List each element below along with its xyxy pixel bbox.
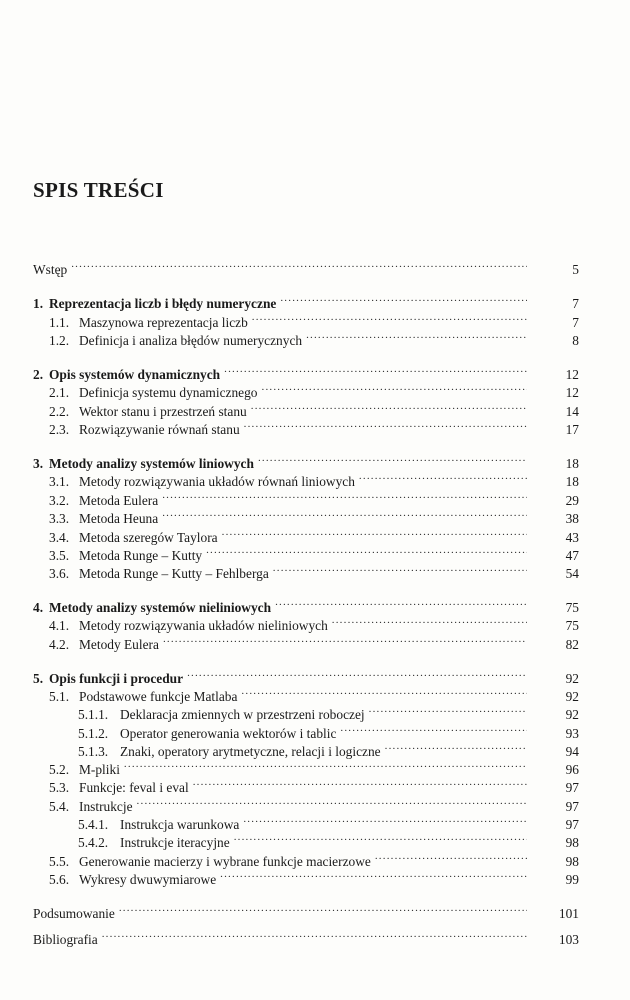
dot-leader xyxy=(187,667,527,683)
toc-entry-page: 12 xyxy=(565,385,579,400)
toc-entry-title: Metoda szeregów Taylora xyxy=(79,530,218,545)
dot-leader xyxy=(137,795,527,811)
toc-entry-page: 7 xyxy=(572,315,579,330)
toc-entry-title: Opis funkcji i procedur xyxy=(49,671,184,686)
toc-entry xyxy=(49,685,579,704)
dot-leader xyxy=(385,740,527,756)
toc-entry-page: 82 xyxy=(565,637,579,652)
toc-entry-title: Opis systemów dynamicznych xyxy=(49,367,221,382)
toc-entry-title: Metoda Heuna xyxy=(79,511,159,526)
toc-entry-number: 5.4. xyxy=(49,799,70,814)
toc-entry xyxy=(49,868,579,887)
toc-entry-title: Maszynowa reprezentacja liczb xyxy=(79,315,248,330)
toc-entry-page: 97 xyxy=(565,799,579,814)
toc-entry-title: Metoda Runge – Kutty – Fehlberga xyxy=(79,566,269,581)
dot-leader xyxy=(243,813,527,829)
toc-entry-title: Metody analizy systemów nieliniowych xyxy=(49,600,272,615)
toc-entry-page: 38 xyxy=(565,511,579,526)
dot-leader xyxy=(193,776,527,792)
dot-leader xyxy=(340,722,527,738)
toc-entry xyxy=(33,596,579,615)
toc-entry-number: 4. xyxy=(33,600,44,615)
toc-entry-number: 3.5. xyxy=(49,548,70,563)
toc-entry-number: 1.1. xyxy=(49,315,70,330)
toc-entry-page: 101 xyxy=(558,906,579,921)
toc-entry-title: Instrukcje iteracyjne xyxy=(120,835,230,850)
toc-entry-page: 54 xyxy=(565,566,579,581)
toc-entry-number: 2.1. xyxy=(49,385,70,400)
toc-entry-title: Wektor stanu i przestrzeń stanu xyxy=(79,404,247,419)
toc-entry-title: Metody Eulera xyxy=(79,637,159,652)
toc-entry-title: Metoda Runge – Kutty xyxy=(79,548,203,563)
dot-leader xyxy=(359,470,527,486)
toc-entry-title: Generowanie macierzy i wybrane funkcje macierzowe xyxy=(79,854,371,869)
toc-entry xyxy=(49,776,579,795)
toc-entry xyxy=(33,258,579,277)
toc-entry-number: 2.2. xyxy=(49,404,70,419)
dot-leader xyxy=(222,526,527,542)
toc-entry xyxy=(78,831,579,850)
toc-entry xyxy=(49,526,579,545)
toc-entry xyxy=(49,507,579,526)
toc-entry-page: 43 xyxy=(565,530,579,545)
toc-entry-page: 17 xyxy=(565,422,579,437)
toc-entry-page: 98 xyxy=(565,854,579,869)
toc-entry-title: Funkcje: feval i eval xyxy=(79,780,189,795)
toc-entry-number: 3.2. xyxy=(49,493,70,508)
toc-entry-number: 5.1.2. xyxy=(78,726,109,741)
toc-entry xyxy=(49,758,579,777)
toc-entry-page: 14 xyxy=(565,404,579,419)
dot-leader xyxy=(275,596,527,612)
toc-entry-page: 12 xyxy=(565,367,579,382)
toc-entry xyxy=(49,418,579,437)
toc-entry-page: 94 xyxy=(565,744,579,759)
toc-entry-title: Instrukcje xyxy=(79,799,133,814)
dot-leader xyxy=(280,292,527,308)
toc-entry-number: 5.1. xyxy=(49,689,70,704)
toc-entry-title: Definicja systemu dynamicznego xyxy=(79,385,258,400)
toc-entry-title: Wykresy dwuwymiarowe xyxy=(79,872,217,887)
toc-entry-number: 5.6. xyxy=(49,872,70,887)
toc-entry xyxy=(49,311,579,330)
toc-entry-page: 18 xyxy=(565,474,579,489)
toc-entry-number: 5.4.2. xyxy=(78,835,109,850)
toc-entry-page: 103 xyxy=(558,932,579,947)
toc-entry-page: 47 xyxy=(565,548,579,563)
toc-entry-page: 92 xyxy=(565,707,579,722)
toc-entry-page: 97 xyxy=(565,780,579,795)
dot-leader xyxy=(234,831,527,847)
toc-entry-title: Metody rozwiązywania układów nieliniowych xyxy=(79,618,328,633)
toc-entry-page: 18 xyxy=(565,456,579,471)
toc-entry-number: 5.1.1. xyxy=(78,707,109,722)
toc-entry-number: 5.1.3. xyxy=(78,744,109,759)
dot-leader xyxy=(241,685,527,701)
dot-leader xyxy=(162,489,527,505)
toc-entry-number: 1.2. xyxy=(49,333,70,348)
toc-entry-title: Deklaracja zmiennych w przestrzeni roboczej xyxy=(120,707,365,722)
toc-entry xyxy=(78,813,579,832)
toc-entry-page: 99 xyxy=(565,872,579,887)
toc-entry-title: Instrukcja warunkowa xyxy=(120,817,240,832)
dot-leader xyxy=(71,258,527,274)
toc-entry-page: 98 xyxy=(565,835,579,850)
toc-entry xyxy=(33,292,579,311)
dot-leader xyxy=(162,507,527,523)
toc-entry-page: 75 xyxy=(565,600,579,615)
dot-leader xyxy=(124,758,527,774)
toc-entry xyxy=(33,902,579,921)
toc-entry-title: Znaki, operatory arytmetyczne, relacji i logiczne xyxy=(120,744,381,759)
dot-leader xyxy=(102,928,527,944)
toc-entry xyxy=(49,850,579,869)
dot-leader xyxy=(306,329,527,345)
toc-entry-number: 3.6. xyxy=(49,566,70,581)
toc-entry-number: 5.3. xyxy=(49,780,70,795)
toc-entry-title: Podstawowe funkcje Matlaba xyxy=(79,689,238,704)
toc-entry xyxy=(33,452,579,471)
dot-leader xyxy=(258,452,527,468)
toc-entry-title: Wstęp xyxy=(33,262,68,277)
dot-leader xyxy=(163,633,527,649)
toc-entry xyxy=(49,470,579,489)
dot-leader xyxy=(119,902,527,918)
dot-leader xyxy=(252,311,527,327)
toc-entry xyxy=(49,544,579,563)
toc-entry-number: 5.4.1. xyxy=(78,817,109,832)
toc-entry xyxy=(78,740,579,759)
toc-entry xyxy=(33,363,579,382)
toc-entry xyxy=(49,381,579,400)
toc-entry xyxy=(78,703,579,722)
toc-entry-page: 5 xyxy=(572,262,579,277)
toc-entry xyxy=(33,667,579,686)
toc-entry-title: Rozwiązywanie równań stanu xyxy=(79,422,240,437)
toc-entry-page: 8 xyxy=(572,333,579,348)
toc-entry-title: M-pliki xyxy=(79,762,120,777)
dot-leader xyxy=(262,381,528,397)
toc-entry xyxy=(49,329,579,348)
toc-entry-number: 4.1. xyxy=(49,618,70,633)
toc-entry-page: 29 xyxy=(565,493,579,508)
dot-leader xyxy=(375,850,527,866)
dot-leader xyxy=(273,562,527,578)
toc-entry-number: 3.4. xyxy=(49,530,70,545)
toc-entry-number: 2.3. xyxy=(49,422,70,437)
toc-entry-number: 3.3. xyxy=(49,511,70,526)
toc-entry xyxy=(49,562,579,581)
toc-entry-title: Bibliografia xyxy=(33,932,98,947)
dot-leader xyxy=(369,703,527,719)
toc-entry-title: Reprezentacja liczb i błędy numeryczne xyxy=(49,296,277,311)
toc-entry xyxy=(49,489,579,508)
toc-entry xyxy=(49,400,579,419)
dot-leader xyxy=(244,418,527,434)
toc-entry-number: 2. xyxy=(33,367,44,382)
toc-entry-number: 5.2. xyxy=(49,762,70,777)
dot-leader xyxy=(206,544,527,560)
toc-entry-page: 96 xyxy=(565,762,579,777)
toc-entry-number: 5. xyxy=(33,671,44,686)
toc-entry-title: Podsumowanie xyxy=(33,906,115,921)
dot-leader xyxy=(251,400,527,416)
toc-entry-title: Metody rozwiązywania układów równań liniowych xyxy=(79,474,355,489)
toc-entry-title: Operator generowania wektorów i tablic xyxy=(120,726,337,741)
toc-entry-page: 92 xyxy=(565,671,579,686)
page-title: SPIS TREŚCI xyxy=(33,178,164,202)
dot-leader xyxy=(332,614,527,630)
toc-entry-page: 75 xyxy=(565,618,579,633)
toc-entry-page: 97 xyxy=(565,817,579,832)
toc-entry-page: 7 xyxy=(572,296,579,311)
toc-entry xyxy=(78,722,579,741)
toc-entry-page: 93 xyxy=(565,726,579,741)
dot-leader xyxy=(224,363,527,379)
toc-entry-title: Metody analizy systemów liniowych xyxy=(49,456,254,471)
dot-leader xyxy=(220,868,527,884)
toc-entry xyxy=(49,633,579,652)
toc-entry-page: 92 xyxy=(565,689,579,704)
toc-entry xyxy=(33,928,579,947)
toc-entry-title: Definicja i analiza błędów numerycznych xyxy=(79,333,303,348)
toc-entry-number: 3.1. xyxy=(49,474,70,489)
toc-entry-number: 1. xyxy=(33,296,44,311)
toc-entry-number: 5.5. xyxy=(49,854,70,869)
toc-entry xyxy=(49,614,579,633)
toc-entry xyxy=(49,795,579,814)
toc-entry-title: Metoda Eulera xyxy=(79,493,159,508)
toc-entry-number: 3. xyxy=(33,456,44,471)
toc-entry-number: 4.2. xyxy=(49,637,70,652)
